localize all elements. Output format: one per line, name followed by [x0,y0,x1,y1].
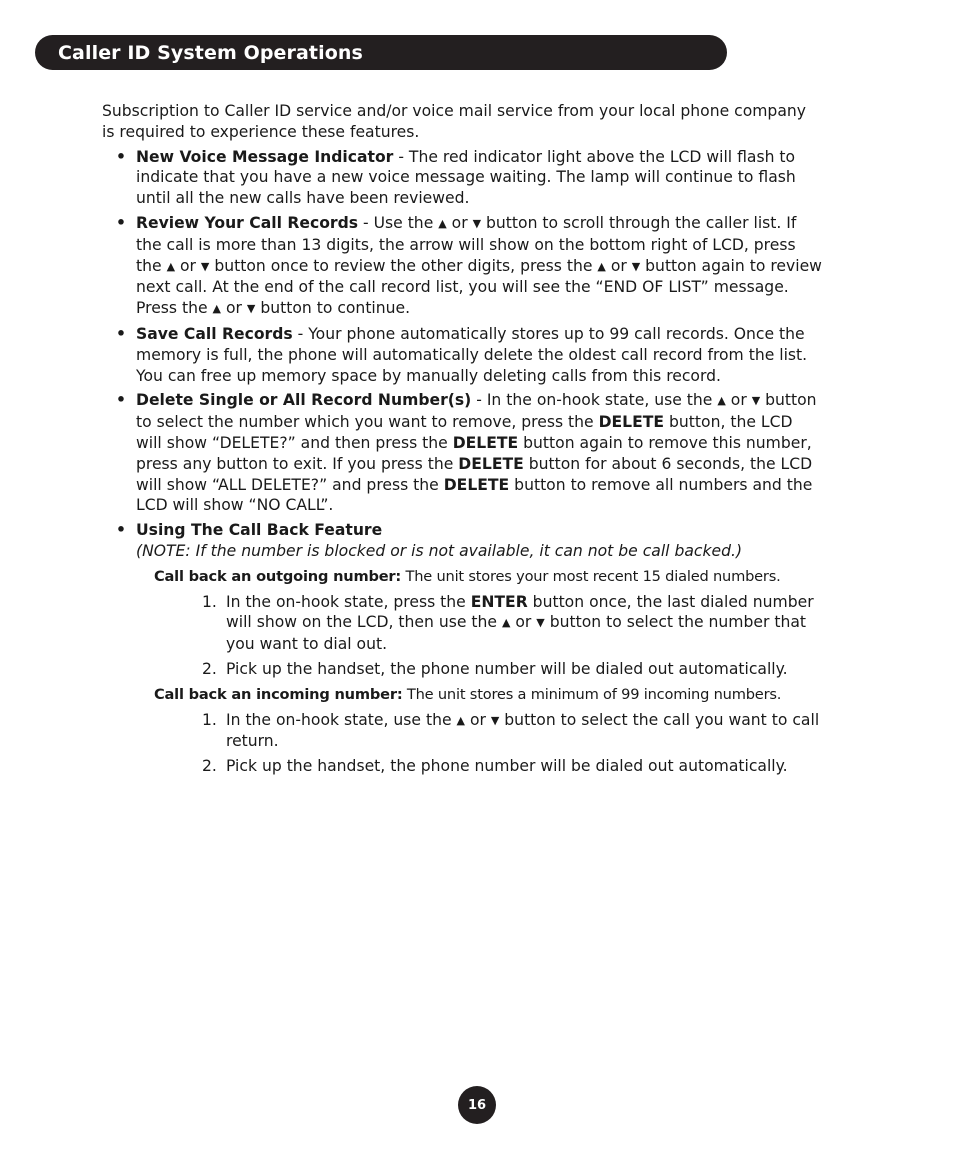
up-arrow-icon: ▲ [501,616,511,630]
bullet-text: - The red indicator light above the LCD will flash to indicate that you have a new voice message waiting. The lamp will continue to flash until all the new calls have been reviewed. [136,147,796,208]
step-text: button to select the call you want to call return. [226,710,820,751]
up-arrow-icon: ▲ [438,216,447,230]
delete-keyword: DELETE [443,475,510,494]
delete-keyword: DELETE [452,433,519,452]
step-number: 1. [202,710,217,729]
enter-keyword: ENTER [470,592,528,611]
up-arrow-icon: ▲ [717,394,726,408]
list-item [102,659,822,680]
list-item [102,710,822,753]
step-text: In the on-hook state, use the [226,710,457,729]
bullet-text: or [446,213,473,232]
list-item [102,390,822,516]
bullet-text: button again to remove this number, press any button to exit. If you press the [136,433,812,473]
step-text: or [510,613,537,632]
down-arrow-icon: ▼ [490,713,500,727]
bullet-text: - Your phone automatically stores up to 99 call records. Once the memory is full, the phone will automatically delete the oldest call record from the list. You can free up memory space by manually deleting calls from this record. [136,324,808,385]
incoming-steps [102,710,822,777]
down-arrow-icon: ▼ [751,394,761,408]
bullet-lead: Review Your Call Records [136,213,359,232]
bullet-lead: New Voice Message Indicator [136,147,394,166]
step-text: In the on-hook state, press the [226,592,471,611]
step-text: button once, the last dialed number will show on the LCD, then use the [226,592,814,632]
up-arrow-icon: ▲ [212,302,222,316]
page-content [102,101,822,781]
outgoing-description: The unit stores your most recent 15 dialed numbers. [401,567,781,585]
step-text: Pick up the handset, the phone number will be dialed out automatically. [226,659,788,678]
down-arrow-icon: ▼ [200,259,210,273]
step-number: 2. [202,757,217,776]
feature-list [102,147,822,562]
bullet-text: button once to review the other digits, press the [209,256,598,275]
step-text: button to select the number that you want to dial out. [226,613,807,654]
bullet-text: button to continue. [255,299,411,318]
step-number: 2. [202,659,217,678]
bullet-text: button for about 6 seconds, the LCD will show “ALL DELETE?” and press the [136,454,813,494]
page-number-badge [458,1086,496,1124]
bullet-text: button to scroll through the caller list. If the call is more than 13 digits, the arrow will show on the bottom right of LCD, press the [136,213,797,275]
list-item [102,520,822,562]
step-text: or [464,710,491,729]
section-header-bar [35,35,727,70]
outgoing-steps [102,592,822,680]
step-number: 1. [202,592,217,611]
incoming-label: Call back an incoming number: [154,685,403,703]
section-title: Caller ID System Operations [58,41,363,64]
down-arrow-icon: ▼ [246,302,256,316]
list-item [102,756,822,777]
down-arrow-icon: ▼ [631,259,641,273]
bullet-text: button to select the number which you want to remove, press the [136,391,817,432]
bullet-lead: Delete Single or All Record Number(s) [136,391,472,410]
incoming-subheading [154,684,822,706]
outgoing-label: Call back an outgoing number: [154,567,402,585]
list-item [102,213,822,320]
bullet-lead: Using The Call Back Feature [136,521,383,540]
delete-keyword: DELETE [458,454,524,473]
bullet-text: or [605,256,632,275]
list-item [102,147,822,209]
list-item [102,592,822,655]
step-text: Pick up the handset, the phone number will be dialed out automatically. [226,757,788,776]
list-item [102,324,822,386]
outgoing-subheading [154,566,822,588]
incoming-description: The unit stores a minimum of 99 incoming numbers. [402,685,782,703]
up-arrow-icon: ▲ [597,259,606,273]
bullet-text: - Use the [358,213,439,232]
up-arrow-icon: ▲ [166,259,176,273]
bullet-text: button, the LCD will show “DELETE?” and then press the [136,413,793,452]
bullet-text: or [221,299,247,318]
down-arrow-icon: ▼ [472,216,482,230]
bullet-lead: Save Call Records [136,324,293,343]
delete-keyword: DELETE [598,413,665,432]
down-arrow-icon: ▼ [536,616,545,630]
bullet-text: button again to review next call. At the end of the call record list, you will see the “END OF LIST” message. Press the [136,256,822,318]
bullet-text: button to remove all numbers and the LCD will show “NO CALL”. [136,475,813,515]
bullet-text: - In the on-hook state, use the [471,391,718,410]
bullet-text: or [725,391,752,410]
intro-paragraph: Subscription to Caller ID service and/or voice mail service from your local phone company is required to experience these features. [102,102,806,141]
page-number: 16 [467,1097,487,1113]
bullet-text: or [175,256,201,275]
up-arrow-icon: ▲ [456,713,465,727]
call-back-note: (NOTE: If the number is blocked or is not available, it can not be call backed.) [136,541,743,560]
